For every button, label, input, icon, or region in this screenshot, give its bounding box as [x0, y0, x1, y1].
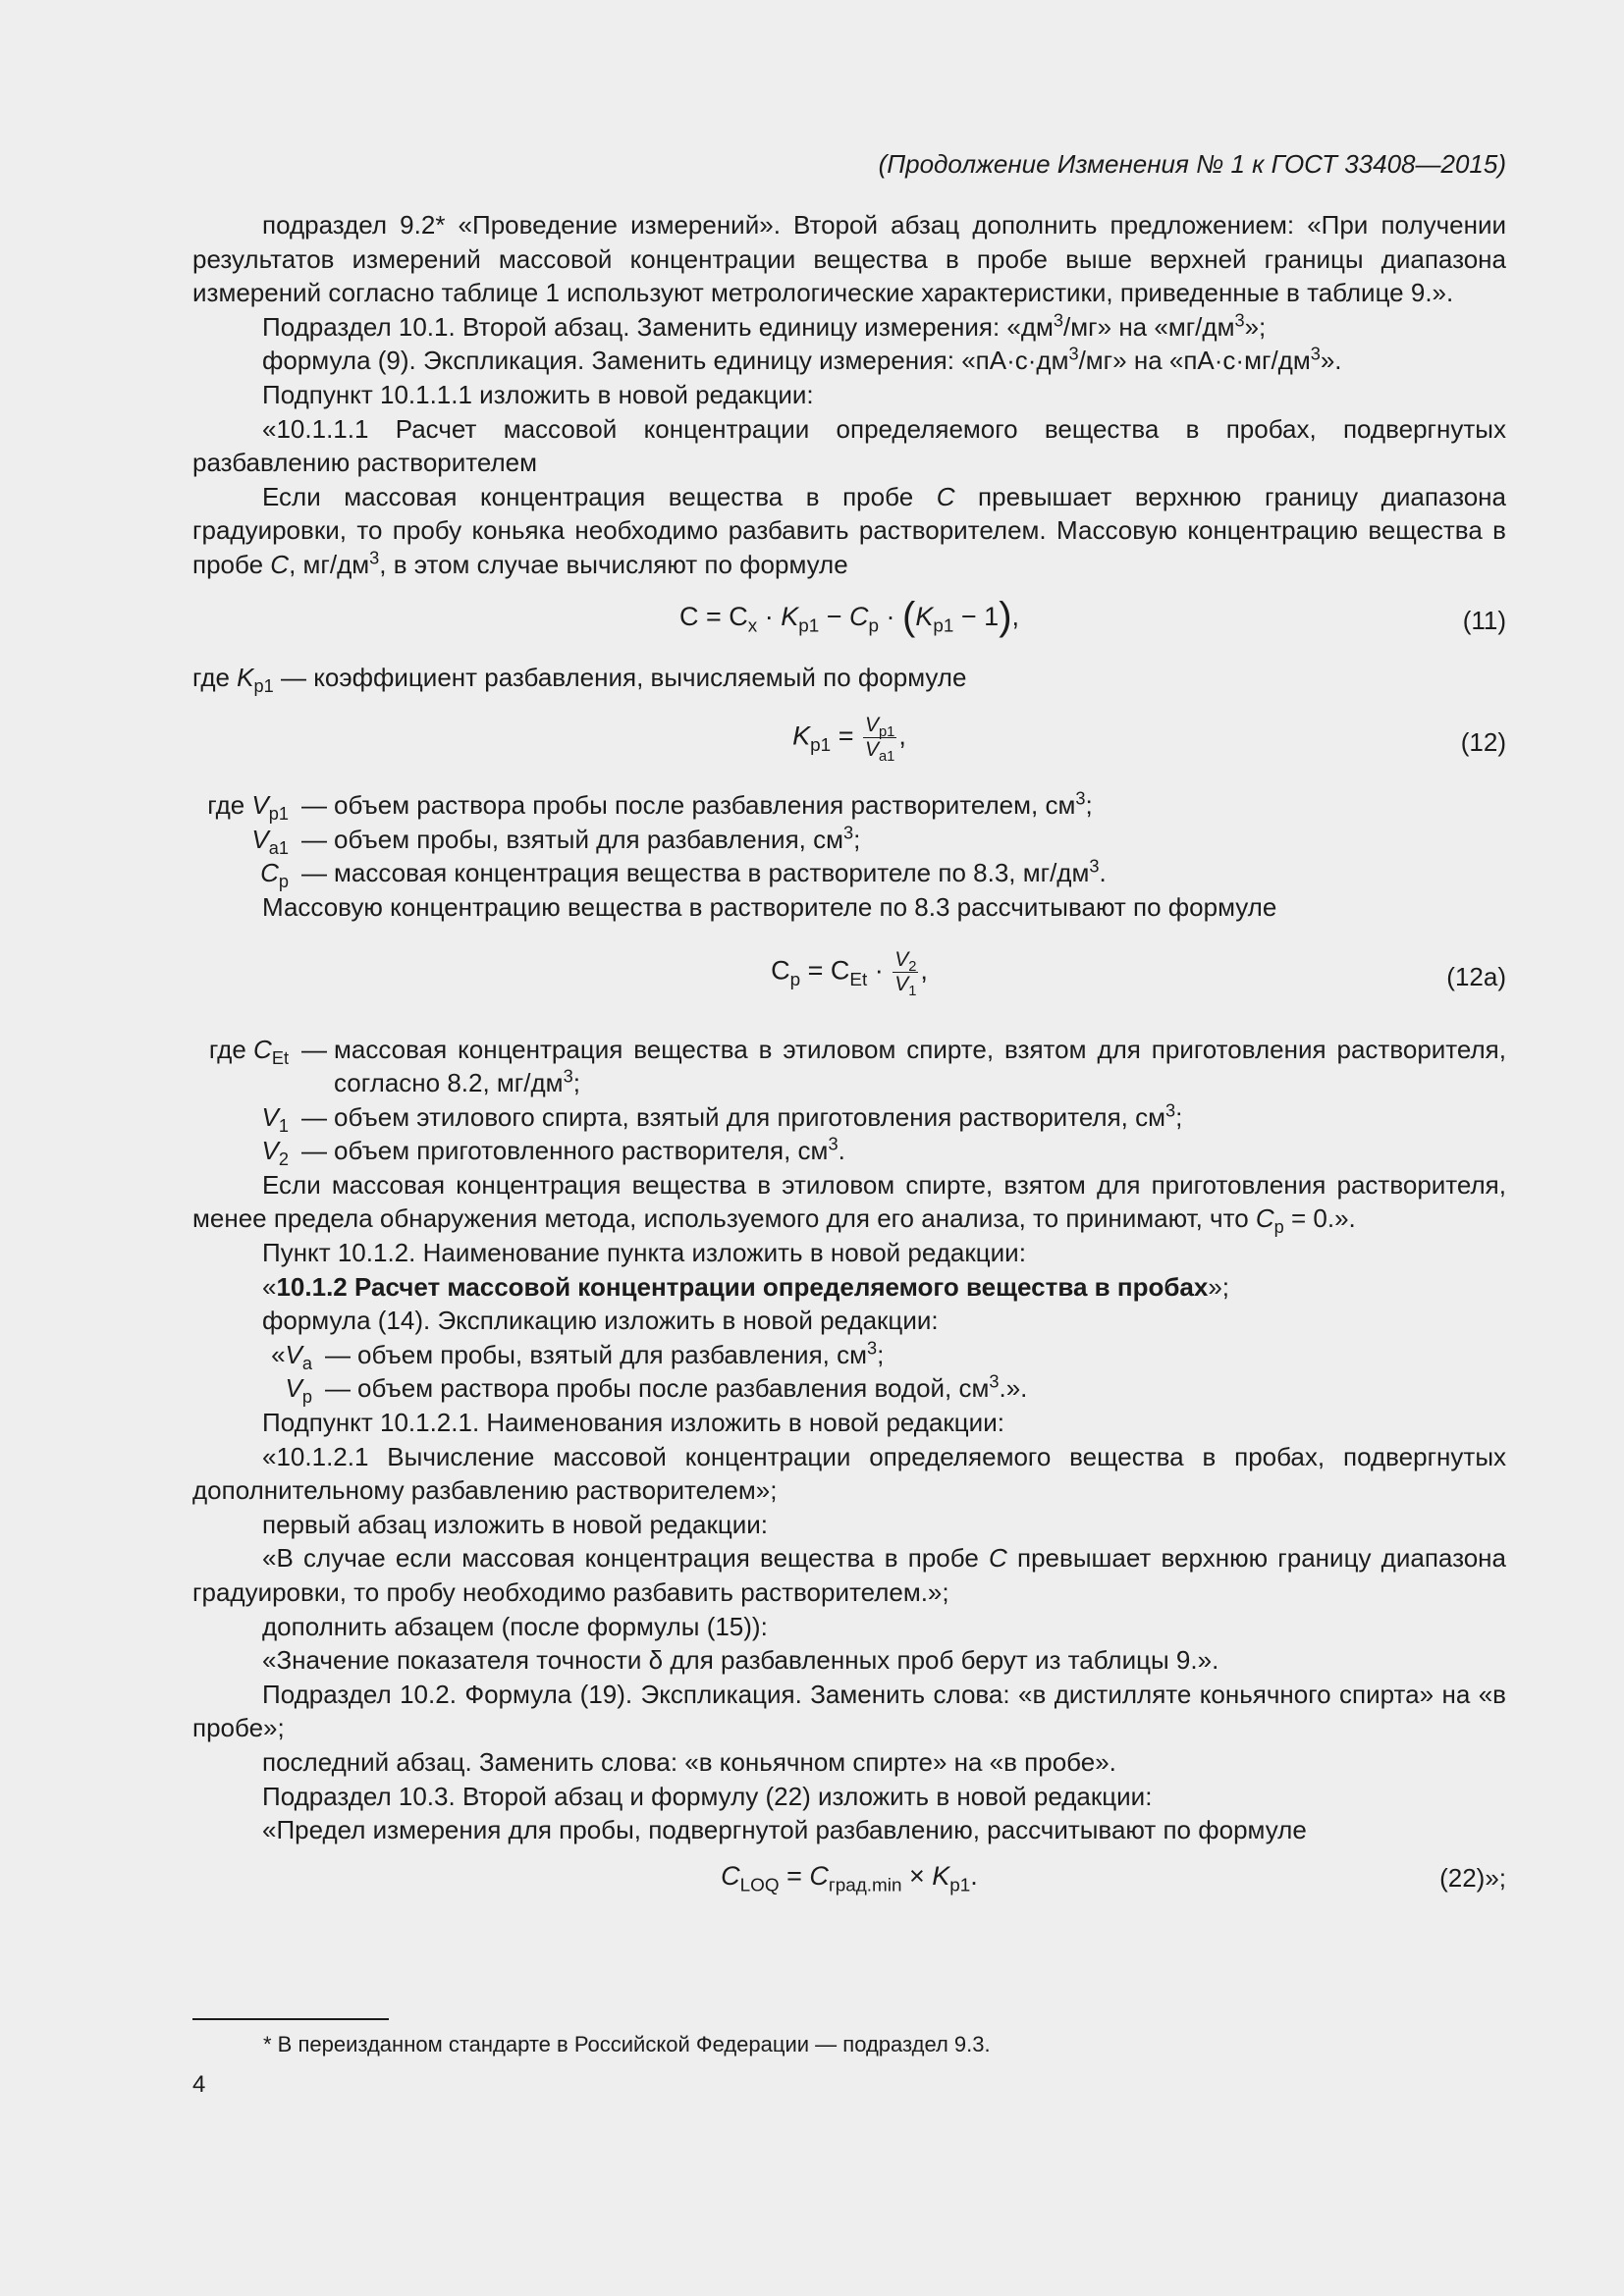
formula-number: (12) — [1460, 727, 1506, 758]
formula-11 — [192, 582, 1506, 661]
paragraph: формула (9). Экспликация. Заменить единицу измерения: «$пА\cdot с\cdot дм^3/мг$» на «$пА\cdot с\cdot мг/дм^3$». — [262, 344, 1342, 376]
formula-expression: $C_{LOQ} = C_{град.min} \times K_{p1}$. — [721, 1860, 978, 1896]
explication-text: массовая концентрация вещества в этиловом спирте, взятом для приготовления растворителя, согласно 8.2, $мг/дм^3$; — [334, 1034, 1506, 1098]
paragraph: Подпункт 10.1.1.1 изложить в новой редакции: — [262, 379, 814, 409]
formula-expression: $C_p = C_{Et}$ · $\frac{V_2}{V_1}$ , — [771, 947, 928, 999]
paragraph: подраздел 9.2* «Проведение измерений». Второй абзац дополнить предложением: «При получении результатов измерений массовой концентрации вещества в пробе выше верхней границы диапазона измерений согласно таблице 1 используют метрологические характеристики, приведенные в таблице 9.». — [192, 210, 1506, 308]
formula-number: (12a) — [1446, 961, 1506, 991]
paragraph: Массовую концентрацию вещества в растворителе по 8.3 рассчитывают по формуле — [262, 891, 1277, 922]
explication-12: где $V_{p1}$ — объем раствора пробы после разбавления растворителем, $см^3$; $V_{a1}$ — объем пробы, взятый для разбавления, $см^3$; $C_p$ — массовая концентрация вещества в растворителе по 8.3, $мг/дм^3$. — [0, 788, 1506, 890]
footnote: * В переизданном стандарте в Российской Федерации — подраздел 9.3. — [263, 2032, 991, 2056]
formula-number: (22)»; — [1439, 1862, 1506, 1893]
explication-14: «$V_a$ — объем пробы, взятый для разбавления, $см^3$; $V_p$ — объем раствора пробы после разбавления водой, $см^3$.». — [192, 1338, 1506, 1406]
paragraph: дополнить абзацем (после формулы (15)): — [262, 1611, 768, 1641]
explication-text: объем приготовленного растворителя, $см^3$. — [334, 1134, 845, 1166]
paragraph: «Значение показателя точности δ для разбавленных проб берут из таблицы 9.». — [262, 1645, 1219, 1676]
paragraph: последний абзац. Заменить слова: «в коньячном спирте» на «в пробе». — [262, 1746, 1116, 1777]
paragraph: «В случае если массовая концентрация вещества в пробе C превышает верхнюю границу диапазона градуировки, то пробу необходимо разбавить растворителем.»; — [192, 1543, 1506, 1607]
paragraph: Подраздел 10.2. Формула (19). Экспликация. Заменить слова: «в дистилляте коньячного спирта» на «в пробе»; — [192, 1679, 1506, 1743]
running-header: (Продолжение Изменения № 1 к ГОСТ 33408—2015) — [878, 149, 1506, 179]
paragraph: Если массовая концентрация вещества в пробе C превышает верхнюю границу диапазона градуировки, то пробу коньяка необходимо разбавить растворителем. Массовую концентрацию вещества в пробе C, $мг/дм^3$, в этом случае вычисляют по формуле — [192, 481, 1506, 579]
formula-22 — [192, 1847, 1506, 1906]
explication-text: массовая концентрация вещества в растворителе по 8.3, $мг/дм^3$. — [334, 856, 1107, 888]
paragraph: «10.1.2.1 Вычисление массовой концентрации определяемого вещества в пробах, подвергнутых дополнительному разбавлению растворителем»; — [192, 1441, 1506, 1506]
paragraph: Если массовая концентрация вещества в этиловом спирте, взятом для приготовления растворителя, менее предела обнаружения метода, используемого для его анализа, то принимают, что $C_p = 0$.». — [192, 1169, 1506, 1238]
paragraph: «10.1.2 Расчет массовой концентрации определяемого вещества в пробах»; — [262, 1271, 1230, 1302]
formula-expression: $K_{p1}$ = $\frac{V_{p1}}{V_{a1}}$ , — [792, 714, 906, 766]
explication-text: объем пробы, взятый для разбавления, $см^3$; — [334, 823, 861, 854]
page-number: 4 — [192, 2071, 206, 2098]
explication-text: объем этилового спирта, взятый для приготовления растворителя, $см^3$; — [334, 1100, 1183, 1132]
paragraph: «10.1.1.1 Расчет массовой концентрации определяемого вещества в пробах, подвергнутых разбавлению растворителем — [192, 413, 1506, 478]
paragraph: формула (14). Экспликацию изложить в новой редакции: — [262, 1306, 939, 1336]
explication-text: объем раствора пробы после разбавления водой, $см^3$.». — [357, 1371, 1028, 1404]
paragraph: «Предел измерения для пробы, подвергнутой разбавлению, рассчитывают по формуле — [262, 1815, 1307, 1845]
footnote-divider — [192, 2018, 389, 2020]
formula-12 — [192, 694, 1506, 788]
paragraph: Подраздел 10.1. Второй абзац. Заменить единицу измерения: «$дм^3/мг$» на «$мг/дм^3$»; — [262, 310, 1267, 342]
paragraph: Пункт 10.1.2. Наименование пункта изложить в новой редакции: — [262, 1238, 1026, 1268]
explication-text: объем пробы, взятый для разбавления, $см^3$; — [357, 1338, 885, 1369]
explication-12a: где $C_{Et}$ — массовая концентрация вещества в этиловом спирте, взятом для приготовления растворителя, согласно 8.2, $мг/дм^3$; $V_1$ — объем этилового спирта, взятый для приготовления растворителя, $см^3$; $V_2$ — объем приготовленного растворителя, $см^3$. — [208, 1034, 1506, 1170]
formula-12a — [192, 925, 1506, 1033]
paragraph: Подраздел 10.3. Второй абзац и формулу (22) изложить в новой редакции: — [262, 1781, 1153, 1811]
formula-number: (11) — [1462, 605, 1506, 635]
document-body — [192, 208, 1506, 1906]
paragraph: Подпункт 10.1.2.1. Наименования изложить в новой редакции: — [262, 1408, 1004, 1438]
paragraph: где $K_{p1}$ — коэффициент разбавления, вычисляемый по формуле — [192, 662, 967, 696]
formula-expression: $C = C_x \cdot K_{p1} - C_p \cdot (K_{p1} - 1)$, — [678, 594, 1020, 638]
paragraph: первый абзац изложить в новой редакции: — [262, 1509, 768, 1539]
explication-text: объем раствора пробы после разбавления растворителем, $см^3$; — [334, 788, 1093, 821]
